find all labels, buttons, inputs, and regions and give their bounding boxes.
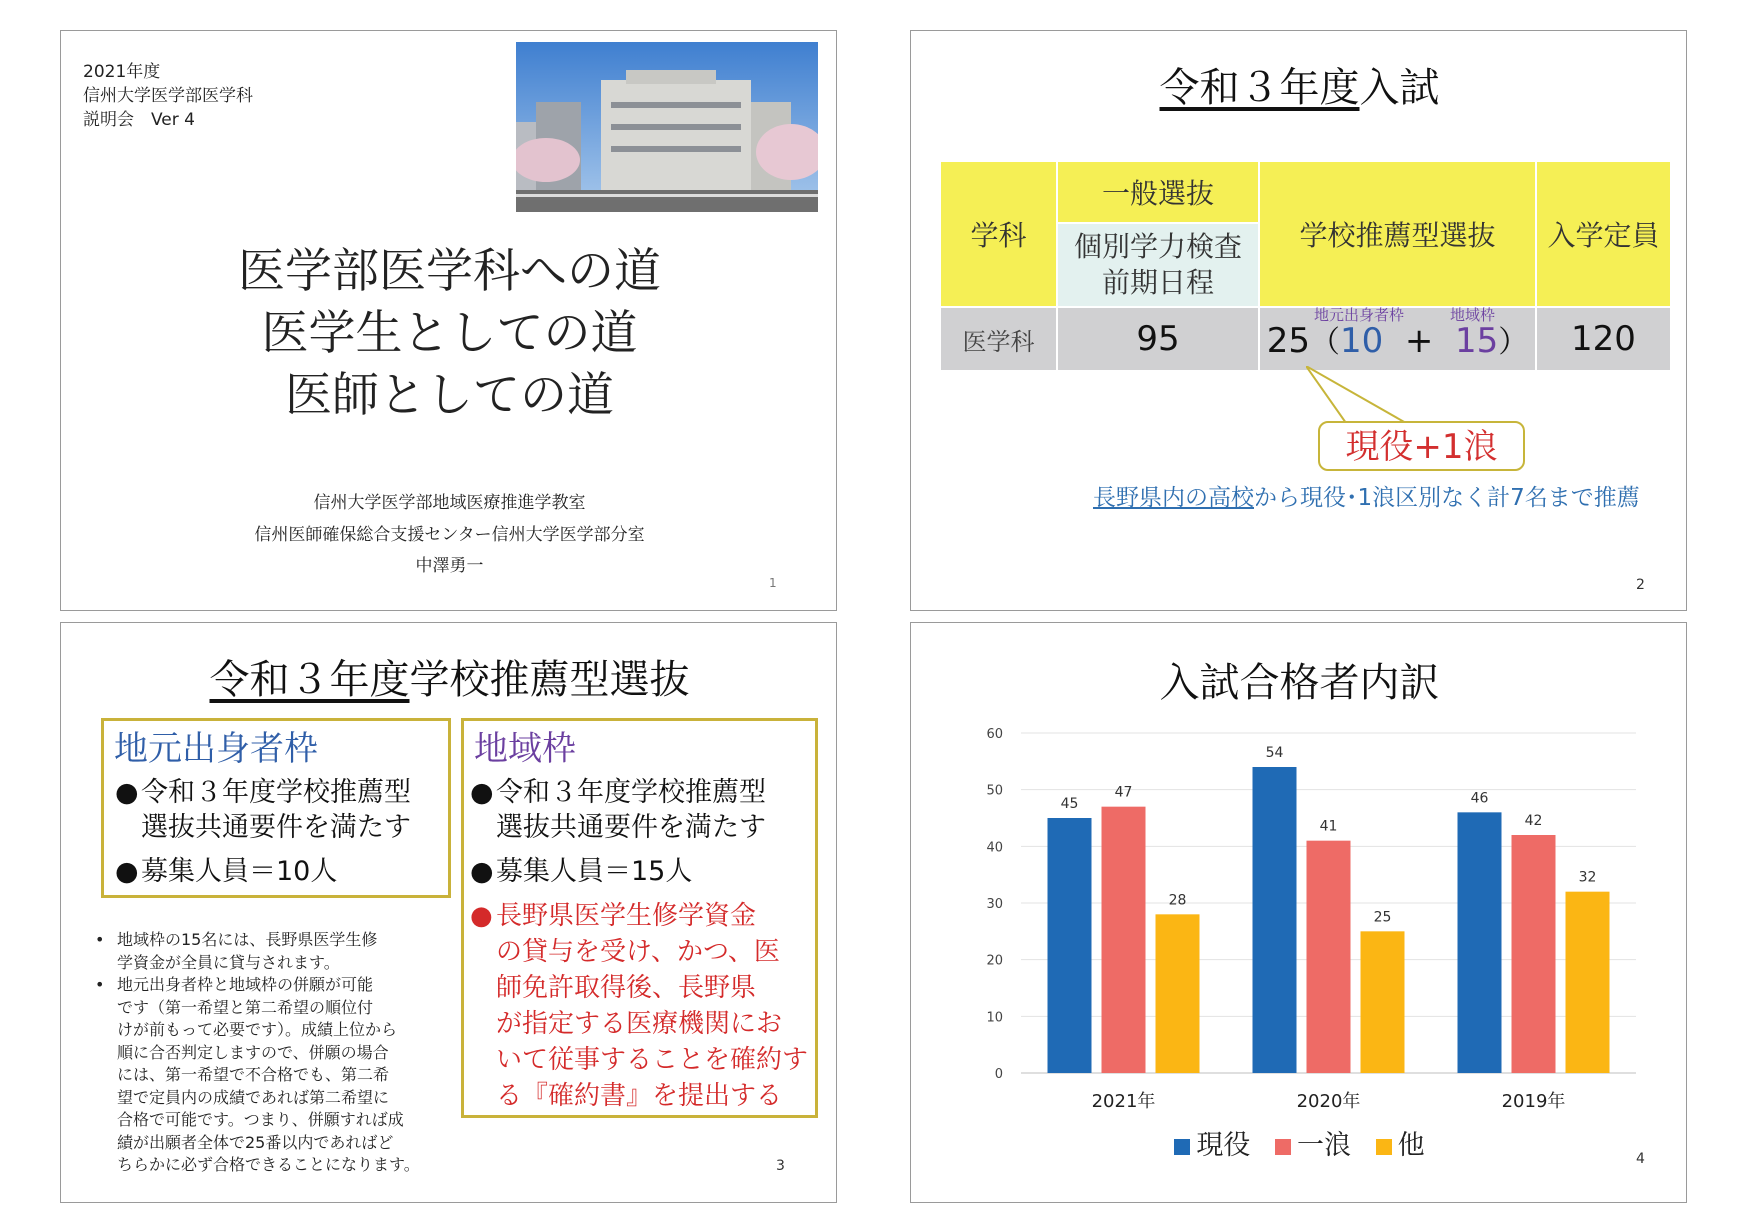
title-rest: 入試 [1359, 65, 1440, 111]
regional-quota-item-2 [470, 854, 693, 889]
header-school-recommendation: 学校推薦型選抜 [1259, 161, 1536, 307]
bullet-icon: • [95, 975, 105, 994]
bullet-icon: ● [470, 777, 494, 808]
page-number: 4 [1636, 1151, 1645, 1167]
header-general-sub-line2: 前期日程 [1101, 266, 1214, 299]
slide-3[interactable] [60, 622, 837, 1203]
note-2-line-3: けが前もって必要です）。成績上位から [117, 1020, 398, 1039]
legend-label-current: 現役 [1196, 1130, 1251, 1161]
title-rest: 学校推薦型選抜 [409, 657, 690, 703]
legend-label-ronin: 一浪 [1297, 1130, 1351, 1161]
bar [1307, 841, 1351, 1073]
x-tick-label: 2021年 [1091, 1091, 1156, 1112]
legend-swatch-current [1174, 1139, 1190, 1155]
y-tick-label: 20 [986, 953, 1003, 969]
requirement-line-4: が指定する医療機関にお [496, 1009, 783, 1039]
legend-item-current [1174, 1123, 1250, 1162]
hospital-photo [516, 42, 818, 212]
note-item-1 [95, 929, 425, 974]
x-tick-label: 2020年 [1296, 1091, 1361, 1112]
regional-item-1-line2: 選抜共通要件を満たす [496, 812, 766, 843]
note-2-line-4: 順に合否判定しますので、併願の場合 [117, 1042, 389, 1062]
y-tick-label: 10 [986, 1010, 1003, 1026]
slide-1[interactable] [60, 30, 837, 611]
callout-ronin: 現役+1浪 [1318, 421, 1525, 471]
title-line-2: 医学生としての道 [261, 306, 638, 361]
slide-2[interactable] [910, 30, 1687, 611]
y-tick-label: 50 [986, 783, 1003, 799]
local-quota-label: 地元出身者枠 [1314, 306, 1405, 324]
local-item-1-line1: 令和３年度学校推薦型 [141, 777, 411, 808]
header-general-sub [1057, 223, 1259, 307]
header-dept: 学科 [940, 161, 1057, 307]
admission-table [939, 160, 1672, 372]
page-number: 3 [776, 1158, 785, 1174]
note-underlined: 長野県内の高校 [1093, 485, 1254, 511]
slide-title [911, 56, 1687, 113]
meta-version: 説明会 Ver 4 [83, 110, 195, 130]
y-tick-label: 0 [994, 1067, 1003, 1082]
data-label: 25 [1373, 909, 1392, 926]
meta-year: 2021年度 [83, 62, 161, 82]
header-general-sub-line1: 個別学力検査 [1073, 230, 1242, 263]
requirement-line-5: いて従事することを確約す [496, 1045, 809, 1075]
local-item-2-line1: 募集人員＝10人 [141, 856, 338, 887]
y-tick-label: 60 [986, 727, 1003, 742]
regional-quota-label: 地域枠 [1450, 306, 1496, 324]
header-general: 一般選抜 [1057, 161, 1259, 223]
bullet-icon: ● [115, 777, 139, 808]
y-tick-label: 40 [986, 840, 1003, 856]
data-label: 41 [1319, 818, 1338, 835]
affiliation-center: 信州医師確保総合支援センター信州大学医学部分室 [254, 525, 645, 545]
local-quota-count: 10 [1339, 321, 1384, 361]
regional-quota-count: 15 [1455, 321, 1499, 361]
bar [1361, 931, 1405, 1073]
data-label: 46 [1470, 790, 1489, 807]
y-tick-label: 30 [986, 897, 1003, 912]
note-2-line-9: ちらかに必ず合格できることになります。 [117, 1155, 420, 1174]
note-1-line-2: 学資金が全員に貸与されます。 [117, 952, 340, 972]
legend-swatch-other [1376, 1139, 1392, 1155]
paren-open: （ [1309, 325, 1340, 360]
legend-item-other [1376, 1123, 1425, 1162]
note-2-line-2: です（第一希望と第二希望の順位付 [117, 997, 374, 1017]
bar [1512, 835, 1556, 1073]
chart-legend [911, 1123, 1687, 1162]
legend-swatch-ronin [1275, 1139, 1291, 1155]
data-label: 42 [1524, 813, 1543, 829]
data-label: 54 [1265, 745, 1284, 761]
x-tick-label: 2019年 [1501, 1091, 1566, 1112]
requirement-line-6: る『確約書』を提出する [496, 1081, 783, 1111]
bullet-icon: • [95, 930, 105, 949]
row-general-count: 95 [1057, 307, 1259, 371]
bar [1156, 914, 1200, 1073]
note-2-line-8: 績が出願者全体で25番以内であればど [117, 1132, 394, 1152]
slide-4[interactable] [910, 622, 1687, 1203]
chart-title: 入試合格者内訳 [1159, 660, 1440, 706]
affiliation-department: 信州大学医学部地域医療推進学教室 [313, 493, 586, 513]
header-capacity: 入学定員 [1536, 161, 1671, 307]
regional-quota-requirement [470, 898, 809, 1114]
school-total: 25 [1266, 321, 1310, 361]
regional-quota-item-1 [470, 775, 766, 845]
page-number: 2 [1636, 577, 1645, 593]
note-2-line-1: 地元出身者枠と地域枠の併願が可能 [117, 975, 374, 994]
bullet-icon: ● [115, 856, 139, 887]
title-underlined: 令和３年度 [209, 657, 410, 703]
note-2-line-5: には、第一希望で不合格でも、第二希 [117, 1065, 390, 1084]
local-quota-heading: 地元出身者枠 [114, 729, 318, 769]
requirement-line-1: 長野県医学生修学資金 [496, 901, 757, 931]
row-dept: 医学科 [940, 307, 1057, 371]
note-rest: から現役･1浪区別なく計7名まで推薦 [1254, 485, 1640, 511]
slide-title [61, 648, 837, 705]
meta-university: 信州大学医学部医学科 [83, 86, 253, 106]
row-capacity-count: 120 [1536, 307, 1671, 371]
bar [1048, 818, 1092, 1073]
paren-close: ） [1498, 325, 1529, 360]
title-underlined: 令和３年度 [1159, 65, 1360, 111]
bar [1458, 812, 1502, 1073]
bullet-icon: ● [470, 856, 494, 887]
note-item-2 [95, 974, 425, 1177]
data-label: 28 [1168, 892, 1187, 909]
data-label: 47 [1114, 784, 1133, 801]
data-label: 45 [1060, 796, 1079, 812]
note-2-line-7: 合格で可能です。つまり、併願すれば成 [117, 1110, 404, 1129]
title-line-3: 医師としての道 [285, 368, 614, 423]
legend-label-other: 他 [1397, 1130, 1425, 1161]
bullet-icon: ● [470, 901, 493, 931]
bar-chart [911, 623, 1687, 1203]
regional-quota-heading: 地域枠 [474, 729, 576, 769]
recommendation-note [1093, 479, 1640, 512]
note-2-line-6: 望で定員内の成績であれば第二希望に [117, 1087, 390, 1107]
regional-item-1-line1: 令和３年度学校推薦型 [496, 777, 766, 808]
requirement-line-3: 師免許取得後、長野県 [496, 973, 757, 1003]
data-label: 32 [1578, 869, 1597, 886]
local-item-1-line2: 選抜共通要件を満たす [141, 812, 411, 843]
notes-list [95, 929, 425, 1177]
author-name: 中澤勇一 [415, 556, 484, 576]
plus-sign: + [1404, 321, 1434, 361]
local-quota-item-2 [115, 854, 338, 889]
page-number: 1 [769, 576, 777, 590]
title-line-1: 医学部医学科への道 [238, 244, 661, 299]
bar [1566, 892, 1610, 1073]
requirement-line-2: の貸与を受け、かつ、医 [496, 937, 780, 967]
legend-item-ronin [1275, 1123, 1351, 1162]
regional-item-2-line1: 募集人員＝15人 [496, 856, 693, 887]
note-1-line-1: 地域枠の15名には、長野県医学生修 [117, 930, 378, 949]
bar [1253, 767, 1297, 1073]
bar [1102, 807, 1146, 1073]
local-quota-item-1 [115, 775, 411, 845]
